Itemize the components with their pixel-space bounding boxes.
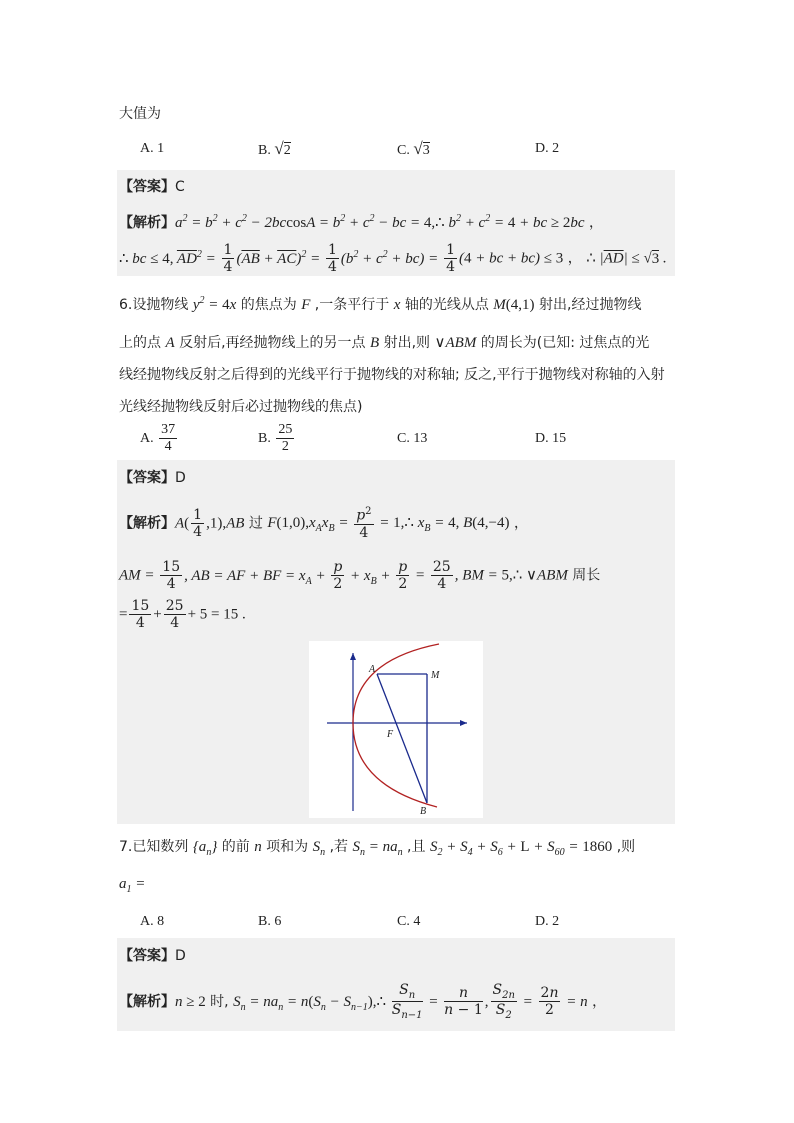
q7-stem-line1: 7.已知数列 $\{a_n\}$ 的前 n 项和为 $S_n$ ,若 $S_n = na_n$ ,且 $S_2 + S_4 + S_6 + L + S_{60} = 1860$ ,则 (119, 839, 636, 858)
q7-choice-d: D. 2 (535, 914, 560, 929)
q6-choice-b: B. $\frac{25}{2}$ (258, 422, 293, 455)
q6-stem-line3: 线经抛物线反射之后得到的光线平行于抛物线的对称轴; 反之,平行于抛物线对称轴的入射 (119, 367, 665, 383)
q6-choice-c: C. 13 (397, 431, 428, 446)
parabola-figure (309, 641, 483, 818)
q7-choice-b: B. 6 (258, 914, 282, 929)
q7-choice-c: C. 4 (397, 914, 421, 929)
q6-analysis-line3: = $\frac{15}{4}$ + $\frac{25}{4}$ + 5 = 15 . (119, 598, 246, 632)
q5-analysis-line1: 【解析】$a^2 = b^2 + c^2 - 2bccosA = b^2 + c^2$ − bc = 4,∴ $b^2 + c^2 = 4$ + bc ≥ 2bc ， (119, 213, 603, 231)
q6-choice-d: D. 15 (535, 431, 567, 446)
q6-stem-line4: 光线经抛物线反射后必过抛物线的焦点) (119, 399, 363, 415)
label-m: M (431, 670, 440, 681)
q5-choice-d: D. 2 (535, 141, 560, 156)
q7-stem-line2: $a_1$ = (119, 876, 146, 895)
q5-choice-c: C. √3 (397, 139, 430, 158)
q7-choice-a: A. 8 (140, 914, 165, 929)
label-a: A (369, 664, 376, 675)
q5-choice-a: A. 1 (140, 141, 165, 156)
q6-stem-line1: 6.设抛物线 $y^2 = 4x$ 的焦点为 F ,一条平行于 x 轴的光线从点 M(4,1) 射出,经过抛物线 (119, 295, 642, 313)
q6-analysis-line2: AM = $\frac{15}{4}$ , AB = AF + BF = $x_A$ + $\frac{p}{2}$ + $x_B$ + $\frac{p}{2}$ = $\frac{25}{4}$ , BM = 5,∴ ∨ABM 周长 (119, 559, 601, 593)
q6-answer: 【答案】D (119, 470, 186, 486)
q5-analysis-line2: ∴ bc ≤ 4, $\overline{AD}^2$ = $\frac{1}{4}$ $(\overline{AB} + \overline{AC})^2$ = $\frac{1}{4}$ $(b^2 + c^2 + bc)$ = $\frac{1}{4}$ (4 + bc + bc) ≤ 3 ， ∴ $|\overline{AD}| \le √3$ . (119, 242, 667, 276)
q5-stem-tail: 大值为 (119, 106, 161, 122)
q6-analysis-line1: 【解析】A( $\frac{1}{4}$ ,1),AB 过 $F(1,0),x_Ax_B$ = $\frac{p^2}{4}$ = 1,∴ $x_B = 4$, B(4,−4) ， (119, 506, 528, 541)
q6-stem-line2: 上的点 A 反射后,再经抛物线上的另一点 B 射出,则 ∨ABM 的周长为(已知: 过焦点的光 (119, 335, 650, 351)
q5-answer: 【答案】C (119, 179, 185, 195)
q7-answer: 【答案】D (119, 948, 186, 964)
label-b: B (420, 806, 427, 817)
q7-analysis-line1: 【解析】n ≥ 2 时, $S_n = na_n = n(S_n$ − $S_{n-1}),\therefore$ $\frac{S_n}{S_{n-1}}$ = $\frac{n}{n - 1}$ , $\frac{S_{2n}}{S_2}$ = $\frac{2n}{2}$ = n ， (119, 982, 607, 1022)
q6-choice-a: A. $\frac{37}{4}$ (140, 422, 176, 455)
label-f: F (387, 729, 394, 740)
q5-choice-b: B. √2 (258, 139, 291, 158)
